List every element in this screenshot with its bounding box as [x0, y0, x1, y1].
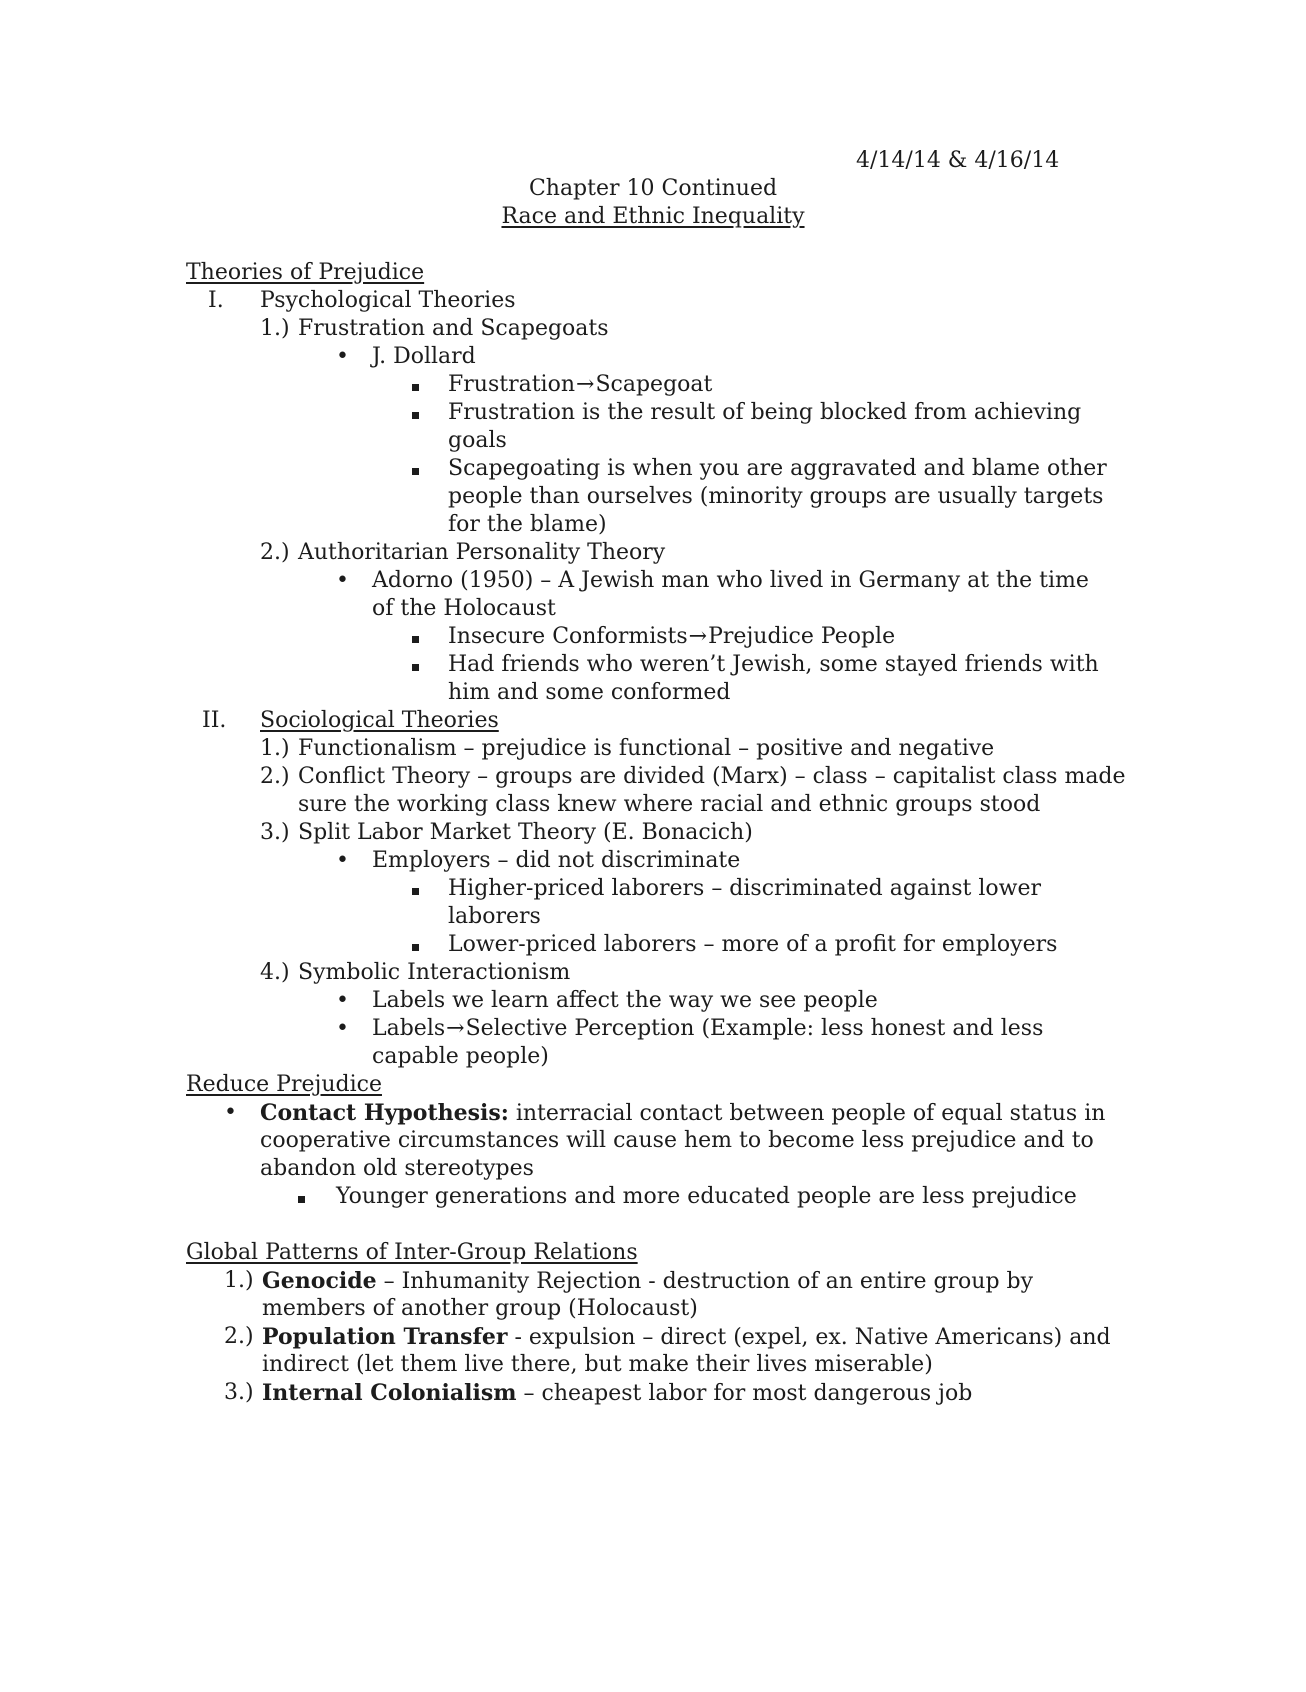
arrow-right-icon: →: [688, 624, 708, 649]
list-number: 1.): [260, 316, 290, 341]
topic-title: Race and Ethnic Inequality: [501, 204, 805, 229]
authoritarian-personality-label: Authoritarian Personality Theory: [298, 540, 666, 565]
list-item: Employers – did not discriminate: [372, 848, 741, 873]
term-label: Contact Hypothesis:: [260, 1100, 509, 1126]
bullet-square: [412, 650, 419, 680]
list-number: 3.): [260, 820, 290, 845]
list-item: Functionalism – prejudice is functional – positive and negative: [298, 736, 995, 761]
list-item: Conflict Theory – groups are divided (Marx) – class – capitalist class made: [298, 764, 1126, 789]
roman-numeral-1: I.: [208, 288, 224, 313]
list-item: Frustration→Scapegoat: [448, 370, 712, 400]
list-item-continued: indirect (let them live there, but make their lives miserable): [262, 1352, 933, 1377]
list-number: 2.): [260, 540, 290, 565]
bullet-disc: •: [336, 988, 349, 1013]
list-item: Genocide – Inhumanity Rejection - destruction of an entire group by: [262, 1268, 1034, 1294]
list-item: Labels→Selective Perception (Example: less honest and less: [372, 1014, 1043, 1044]
list-item: Contact Hypothesis: interracial contact between people of equal status in: [260, 1100, 1106, 1126]
list-item-continued: him and some conformed: [448, 680, 731, 705]
list-number: 3.): [224, 1380, 254, 1405]
list-item: Lower-priced laborers – more of a profit for employers: [448, 932, 1058, 957]
list-item: Symbolic Interactionism: [298, 960, 571, 985]
term-label: Population Transfer: [262, 1324, 508, 1350]
bullet-square: [412, 930, 419, 960]
bullet-square: [412, 370, 419, 400]
chapter-title: Chapter 10 Continued: [528, 176, 778, 201]
list-item: Population Transfer - expulsion – direct (expel, ex. Native Americans) and: [262, 1324, 1111, 1350]
list-item-continued: of the Holocaust: [372, 596, 556, 621]
list-item: Frustration is the result of being blocked from achieving: [448, 400, 1082, 425]
list-item: Higher-priced laborers – discriminated against lower: [448, 876, 1042, 901]
list-item-continued: people than ourselves (minority groups are usually targets: [448, 484, 1104, 509]
arrow-right-icon: →: [576, 372, 595, 397]
roman-numeral-2: II.: [202, 708, 227, 733]
list-number: 2.): [224, 1324, 254, 1349]
list-item: Had friends who weren’t Jewish, some stayed friends with: [448, 652, 1099, 677]
list-item-continued: capable people): [372, 1044, 549, 1069]
section-heading-theories: Theories of Prejudice: [186, 260, 425, 285]
list-number: 1.): [260, 736, 290, 761]
list-item-continued: laborers: [448, 904, 541, 929]
bullet-disc: •: [336, 344, 349, 369]
list-item: Split Labor Market Theory (E. Bonacich): [298, 820, 753, 845]
bullet-square: [412, 398, 419, 428]
list-item: Scapegoating is when you are aggravated and blame other: [448, 456, 1107, 481]
section-heading-reduce: Reduce Prejudice: [186, 1072, 382, 1097]
bullet-disc: •: [336, 1016, 349, 1041]
frustration-scapegoats-label: Frustration and Scapegoats: [298, 316, 609, 341]
arrow-right-icon: →: [446, 1016, 465, 1041]
list-item-continued: for the blame): [448, 512, 607, 537]
bullet-disc: •: [224, 1100, 237, 1125]
section-heading-global: Global Patterns of Inter-Group Relations: [186, 1240, 638, 1265]
psychological-theories-label: Psychological Theories: [260, 288, 516, 313]
list-number: 4.): [260, 960, 290, 985]
bullet-disc: •: [336, 568, 349, 593]
dollard-label: J. Dollard: [372, 344, 476, 369]
bullet-square: [412, 454, 419, 484]
date-line: 4/14/14 & 4/16/14: [856, 148, 1060, 173]
list-number: 2.): [260, 764, 290, 789]
list-item: Insecure Conformists→Prejudice People: [448, 622, 895, 652]
bullet-disc: •: [336, 848, 349, 873]
list-item-continued: abandon old stereotypes: [260, 1156, 534, 1181]
list-item-continued: cooperative circumstances will cause hem to become less prejudice and to: [260, 1128, 1094, 1153]
list-number: 1.): [224, 1268, 254, 1293]
bullet-square: [412, 874, 419, 904]
list-item: Labels we learn affect the way we see people: [372, 988, 878, 1013]
list-item-continued: sure the working class knew where racial and ethnic groups stood: [298, 792, 1041, 817]
term-label: Internal Colonialism: [262, 1380, 517, 1406]
bullet-square: [412, 622, 419, 652]
list-item: Internal Colonialism – cheapest labor for most dangerous job: [262, 1380, 973, 1406]
term-label: Genocide: [262, 1268, 377, 1294]
bullet-square: [298, 1182, 305, 1212]
sociological-theories-label: Sociological Theories: [260, 708, 499, 733]
list-item: Younger generations and more educated people are less prejudice: [336, 1184, 1077, 1209]
list-item-continued: members of another group (Holocaust): [262, 1296, 698, 1321]
list-item: Adorno (1950) – A Jewish man who lived in Germany at the time: [372, 568, 1089, 593]
list-item-continued: goals: [448, 428, 507, 453]
